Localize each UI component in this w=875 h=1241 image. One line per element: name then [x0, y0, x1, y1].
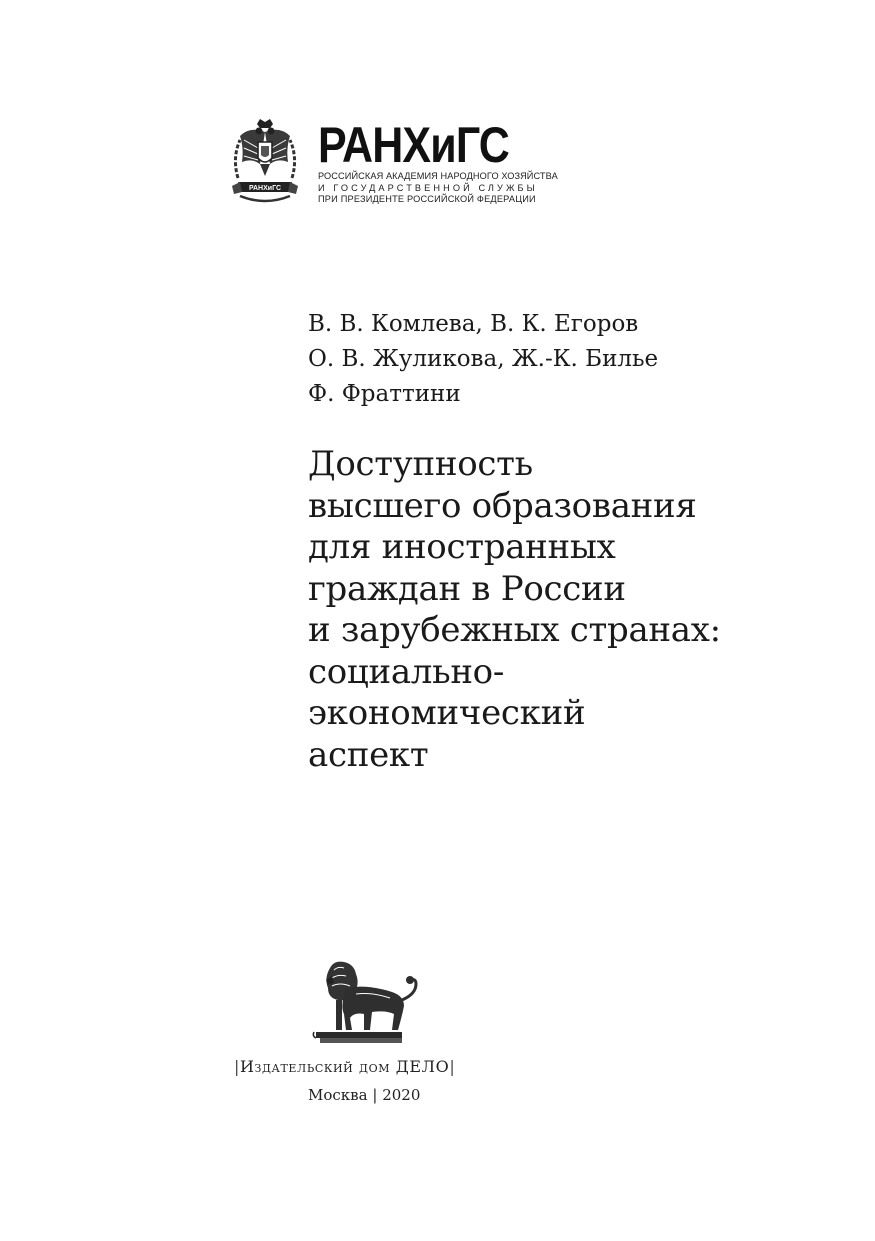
title-line-7: экономический	[308, 693, 586, 733]
publisher-line	[234, 1057, 455, 1077]
academy-name: РАНХиГС	[318, 117, 509, 173]
book-title	[308, 444, 721, 776]
publisher-separator-left: |	[234, 1057, 240, 1076]
title-line-3: для иностранных	[308, 527, 616, 567]
academy-full-name-line-3: ПРИ ПРЕЗИДЕНТЕ РОССИЙСКОЙ ФЕДЕРАЦИИ	[318, 194, 536, 204]
lion-on-books-icon	[312, 958, 430, 1046]
academy-full-name-line-2: И ГОСУДАРСТВЕННОЙ СЛУЖБЫ	[318, 182, 538, 193]
publication-city: Москва	[308, 1086, 368, 1104]
publisher-separator-right: |	[449, 1057, 456, 1076]
title-line-5: и зарубежных странах:	[308, 610, 721, 650]
title-line-2: высшего образования	[308, 485, 697, 526]
authors-line-2: О. В. Жуликова, Ж.-К. Билье	[308, 346, 659, 372]
emblem-ribbon-text: РАНХиГС	[248, 185, 282, 192]
title-line-8: аспект	[308, 734, 429, 775]
city-year-separator: |	[372, 1086, 378, 1104]
academy-full-name	[318, 171, 558, 206]
title-line-4: граждан в России	[308, 568, 626, 609]
academy-logo	[230, 117, 558, 210]
title-line-6: социально-	[308, 651, 505, 692]
authors-line-3: Ф. Фраттини	[308, 381, 461, 407]
city-year-line	[308, 1085, 420, 1105]
academy-full-name-line-1: РОССИЙСКАЯ АКАДЕМИЯ НАРОДНОГО ХОЗЯЙСТВА	[318, 171, 558, 181]
academy-brand	[318, 117, 558, 206]
double-headed-eagle-emblem-icon	[230, 118, 300, 206]
publisher-name: Издательский дом ДЕЛО	[240, 1057, 450, 1076]
authors-line-1: В. В. Комлева, В. К. Егоров	[308, 311, 639, 337]
authors-list	[308, 307, 658, 412]
title-line-1: Доступность	[308, 444, 533, 484]
publication-year: 2020	[382, 1086, 421, 1104]
